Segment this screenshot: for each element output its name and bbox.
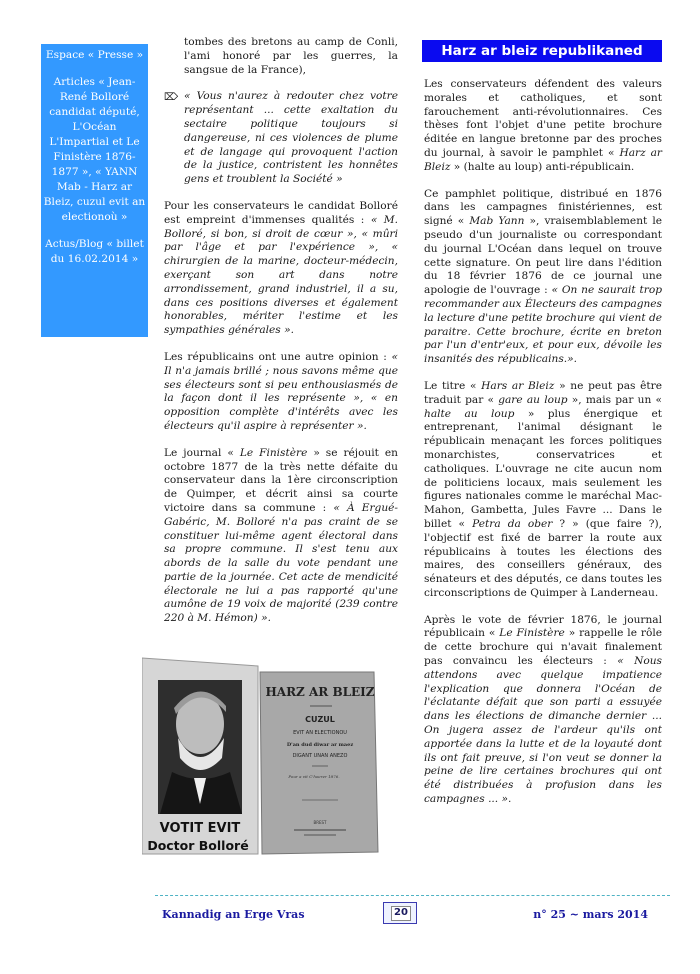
svg-text:Pour a vit C'hoerer 1876.: Pour a vit C'hoerer 1876. [288, 774, 340, 779]
paragraph-republicains: Les républicains ont une autre opinion : « Il n'a jamais brillé ; nous savons même que ses électeurs sont si peu enthousiasmés de la façon dont il les représente », « en opposition complète d'intérêts avec les électeurs qu'il aspire à représenter ». [164, 350, 399, 432]
svg-text:BREST: BREST [313, 820, 327, 825]
svg-text:D'an dud diwar ar maez: D'an dud diwar ar maez [286, 742, 354, 748]
middle-column [164, 36, 398, 639]
sidebar-press-heading: Espace « Presse » [45, 49, 144, 61]
svg-text:CUZUL: CUZUL [305, 715, 335, 724]
sidebar-blog-link[interactable]: Actus/Blog « billet du 16.02.2014 » [45, 238, 144, 265]
pamphlet-photo [142, 654, 402, 868]
svg-text:Doctor Bolloré: Doctor Bolloré [147, 838, 249, 853]
page-number-badge [383, 902, 417, 924]
paragraph-conservateurs-valeurs: Les conservateurs défendent des valeurs morales et catholiques, et sont farouchement anti-révolutionnaires. Ces thèses font l'objet d'une petite brochure éditée en langue bretonne par des proches du journal, à savoir le pamphlet « Harz ar Bleiz » (halte au loup) anti-républicain. [424, 78, 662, 173]
paragraph-finistere-1877: Le journal « Le Finistère » se réjouit en octobre 1877 de la très nette défaite du conservateur dans la 1ère circonscription de Quimper, et décrit ainsi sa courte victoire dans sa commune : « À Ergué-Gabéric, M. Bolloré n'a pas craint de se constituer lui-même agent électoral dans sa propre commune. Il s'est tenu aux abords de la salle du vote pendant une partie de la journée. Cet acte de mendicité électorale ne lui a pas rapporté qu'une aumône de 19 voix de majorité (239 contre 220 à M. Hémon) ». [164, 446, 399, 625]
sidebar-articles-link[interactable]: Articles « Jean-René Bolloré candidat député, L'Océan L'Impartial et Le Finistère 1876-1877 », « YANN Mab - Harz ar Bleiz, cuzul evit an electionoù » [43, 76, 146, 223]
boxed-x-bullet-icon: ⌦ [164, 92, 179, 104]
footer-issue: n° 25 ~ mars 2014 [533, 908, 648, 921]
paragraph-apres-vote: Après le vote de février 1876, le journal républicain « Le Finistère » rappelle le rôle de cette brochure qui n'avait finalement pas convaincu les électeurs : « Nous attendons avec quelque impatience l'explication que donnera l'Océan de l'éclatante défait que son parti a essuyée dans les élections de dimanche dernier ... On jugera assez de l'ardeur qu'ils ont apportée dans la lutte et de la loyauté dont ils ont fait preuve, si l'on veut se donner la peine de lire certaines brochures qui ont été distribuées à profusion dans les campagnes ... ». [424, 613, 662, 806]
footer-publication-name: Kannadig an Erge Vras [162, 908, 305, 921]
paragraph-titre: Le titre « Hars ar Bleiz » ne peut pas être traduit par « gare au loup », mais par un « halte au loup » plus énergique et entreprenant, l'animal désignant le républicain menaçant les forces politiques monarchistes, conservatrices et catholiques. L'ouvrage ne cite aucun nom de politiciens locaux, mais seulement les figures nationales comme le maréchal Mac-Mahon, Gambetta, Jules Favre ... Dans le billet « Petra da ober ? » (que faire ?), l'objectif est fixé de barrer la route aux républicains à toutes les élections des maires, des conseillers généraux, des sénateurs et des députés, ce dans toutes les circonscriptions de Quimper à Landerneau. [424, 379, 663, 599]
quote-bullet [164, 90, 398, 187]
page-number: 20 [391, 906, 411, 921]
footer-divider [155, 895, 670, 896]
sidebar-press-box [41, 44, 148, 337]
svg-text:DIGANT UNAN ANEZO: DIGANT UNAN ANEZO [292, 753, 348, 759]
paragraph-conservateurs: Pour les conservateurs le candidat Bolloré est empreint d'immenses qualités : « M. Bolloré, si bon, si droit de cœur », « mûri par l'âge et par l'expérience », « chirurgien de la marine, docteur-médecin, exerçant son art dans notre arrondissement, grand industriel, il a su, dans ces positions diverses et également honorables, mériter l'estime et les sympathies générales ». [164, 199, 398, 337]
paragraph-pamphlet: Ce pamphlet politique, distribué en 1876 dans les campagnes finistériennes, est signé « Mab Yann », vraisemblablement le pseudo d'un journaliste ou correspondant du journal L'Océan dans lequel on trouve cette signature. On peut lire dans l'édition du 18 février 1876 de ce journal une apologie de l'ouvrage : « On ne saurait trop recommander aux Électeurs des campagnes la lecture d'une petite brochure qui vient de paraitre. Cette brochure, écrite en breton par l'un d'entr'eux, et pour eux, dévoile les insanités des républicains.». [424, 187, 663, 366]
pamphlet-photo-illustration [142, 654, 402, 868]
paragraph-continuation: tombes des bretons au camp de Conli, l'ami honoré par les guerres, la sangsue de la France), [184, 36, 398, 76]
svg-text:HARZ AR BLEIZ: HARZ AR BLEIZ [265, 685, 375, 699]
svg-text:EVIT AN ELECTIONOU: EVIT AN ELECTIONOU [293, 730, 347, 736]
section-banner: Harz ar bleiz republikaned [422, 40, 662, 62]
quote-text: « Vous n'aurez à redouter chez votre représentant ... cette exaltation du sectaire politique toujours si dangereuse, ni ces violences de plume et de langage qui provoquent l'action de la justice, contristent les honnêtes gens et troublent la Société » [184, 90, 398, 186]
right-column [424, 78, 662, 820]
svg-text:VOTIT EVIT: VOTIT EVIT [159, 821, 241, 836]
